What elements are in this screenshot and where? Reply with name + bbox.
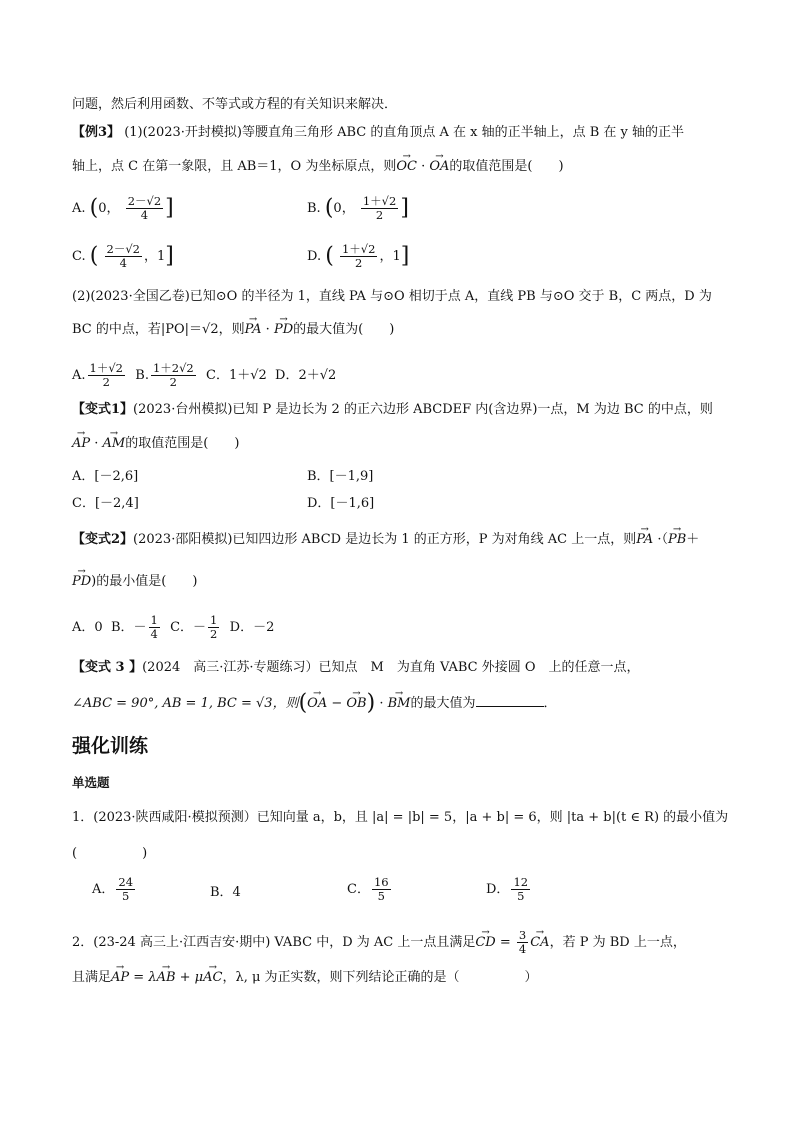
fraction-denominator: 2 [210,627,218,641]
ex3-line2 [72,158,564,176]
q1-option-d [486,876,532,903]
vector-ap: → AP [72,435,90,453]
var3-tag: 【变式 3 】 [72,660,143,675]
open-bracket: ( [325,243,334,269]
vector-ob: → OB [346,695,366,713]
minus-operator: − [327,696,347,711]
option-letter: A. [72,201,86,216]
option-letter: C. [72,249,86,264]
option-c: C．1＋√2 [206,368,267,383]
fraction-numerator: 2－√2 [106,242,140,256]
fraction-denominator: 4 [150,627,158,641]
vector-bm: → BM [388,695,411,713]
vector-pd: → PD [274,321,293,339]
fraction-numerator: 1 [150,613,158,627]
fraction [511,876,530,903]
close-paren: ) [366,690,376,716]
ex3-line1 [72,124,684,142]
ex3-option-c [72,243,174,270]
q2-line2 [72,969,538,987]
var1-option-c: C．[－2,4] [72,496,139,511]
ex3-p1-line1: (1)(2023·开封模拟)等腰直角三角形 ABC 的直角顶点 A 在 x 轴的正半轴上，点 B 在 y 轴的正半 [124,125,685,140]
q2-line2-end: ，λ, μ 为正实数，则下列结论正确的是（ ） [222,970,538,985]
fraction [361,195,398,222]
q2-text-end: ，若 P 为 BD 上一点， [549,935,686,950]
option-letter: B. [135,368,149,383]
vector-ap: → AP [111,969,129,987]
ex3-p1-line2-text: 轴上，点 C 在第一象限，且 AB＝1，O 为坐标原点，则 [72,159,397,174]
ex3-p1-line2-end: 的取值范围是( ) [449,159,564,174]
section-title: 强化训练 [72,735,149,757]
q1-line2: ( ) [72,846,148,861]
var2-tag: 【变式2】 [72,532,134,547]
var3-line1 [72,659,640,677]
vector-oa: → OA [307,695,327,713]
fraction [372,876,391,903]
equals-sign: = [495,935,515,950]
option-letter: D． [486,882,510,897]
close-bracket: ] [400,195,409,221]
vector-pd: → PD [72,573,91,591]
fraction-denominator: 2 [355,256,363,270]
var2-line2 [72,573,197,591]
dot-operator: · [416,159,430,174]
option-letter: B. [307,201,321,216]
option-letter: A． [92,882,115,897]
ex3-option-b [307,195,409,222]
option-a: A．0 [72,620,103,635]
fraction [105,243,142,270]
fraction-denominator: 2 [375,208,384,222]
option-c-label: C．－ [170,620,207,635]
vector-pb: → PB [668,531,686,549]
fraction-denominator: 4 [518,942,527,956]
vector-pa: → PA [245,321,262,339]
fraction [126,195,163,222]
option-b-label: B．－ [110,620,147,635]
vector-cd: → CD [475,934,495,952]
ex3-p2-line1: (2)(2023·全国乙卷)已知⊙O 的半径为 1，直线 PA 与⊙O 相切于点 A，直线 PB 与⊙O 交于 B，C 两点，D 为 [72,289,712,304]
option-letter: D. [307,249,322,264]
var1-option-a: A．[－2,6] [72,469,139,484]
section-subheading: 单选题 [72,775,110,790]
vector-am: → AM [103,435,126,453]
dot-operator: · [261,322,274,337]
var1-tag: 【变式1】 [72,402,134,417]
lambda-term: = λ [129,970,157,985]
var1-option-b: B．[－1,9] [307,469,374,484]
fraction [517,929,528,956]
fraction-numerator: 1＋√2 [89,361,123,375]
var1-line2 [72,435,239,453]
ex3-p2-line2-end: 的最大值为( ) [293,322,395,337]
var2-mid: ·（ [653,532,668,547]
option-value: 0， [98,201,120,216]
q1-line1: 1．(2023·陕西咸阳·模拟预测）已知向量 a，b，且 |a| = |b| = 5，|a + b| = 6，则 |ta + b|(t ∈ R) 的最小值为 [72,810,729,825]
fraction-numerator: 1＋√2 [341,242,376,256]
q2-line1 [72,929,686,956]
fraction-denominator: 4 [119,256,127,270]
open-paren: ( [298,690,308,716]
open-bracket: ( [324,195,334,221]
fraction [340,243,377,270]
open-bracket: ( [89,243,99,269]
var2-options [72,614,274,641]
var3-line2-end: 的最大值为 [410,696,476,711]
var3-line2 [72,690,557,716]
option-value: 0， [333,201,355,216]
fraction-denominator: 2 [102,375,110,389]
fraction [151,362,196,389]
fraction-numerator: 1＋2√2 [152,361,194,375]
vector-ac: → AC [203,969,222,987]
var2-line2-end: )的最小值是( ) [91,574,198,589]
close-bracket: ] [165,243,174,269]
fraction-denominator: 5 [377,889,385,903]
fraction-denominator: 2 [169,375,177,389]
fraction-numerator: 24 [118,875,134,889]
var3-condition: ∠ABC = 90°, AB = 1, BC = √3，则 [72,696,299,711]
q1-option-a [92,876,137,903]
q1-option-c [347,876,393,903]
fraction-numerator: 12 [513,875,529,889]
fraction-numerator: 1＋√2 [362,194,397,208]
var1-text: (2023·台州模拟)已知 P 是边长为 2 的正六边形 ABCDEF 内(含边界)一点，M 为边 BC 的中点，则 [133,402,713,417]
fraction [88,362,125,389]
period: ． [543,696,557,711]
var1-line2-end: 的取值范围是( ) [125,436,240,451]
var2-line1 [72,531,699,549]
ex3-option-d [307,243,409,270]
fraction-numerator: 1 [210,613,218,627]
q2-text: 2．(23-24 高三上·江西吉安·期中) VABC 中，D 为 AC 上一点且满足 [72,935,476,950]
vector-oc: → OC [396,158,417,176]
fraction-denominator: 5 [122,889,130,903]
answer-blank[interactable] [476,694,544,707]
q2-line2-text: 且满足 [72,970,112,985]
vector-pa: → PA [636,531,653,549]
intro-text: 问题，然后利用函数、不等式或方程的有关知识来解决． [72,97,398,112]
q1-option-b: B．4 [210,885,241,900]
fraction-denominator: 4 [140,208,149,222]
open-bracket: ( [89,195,99,221]
vector-ab: → AB [157,969,176,987]
plus-operator: ＋ [686,532,700,547]
var3-text: (2024 高三·江苏·专题练习）已知点 M 为直角 VABC 外接圆 O 上的任意一点， [142,660,640,675]
option-value: ，1 [143,249,166,264]
option-value: ，1 [379,249,401,264]
fraction-numerator: 16 [373,875,389,889]
fraction-denominator: 5 [517,889,525,903]
close-bracket: ] [165,195,174,221]
option-d: D．－2 [229,620,275,635]
close-bracket: ] [400,243,410,269]
var1-line1 [72,401,713,419]
ex3-p2-line2 [72,321,394,339]
var2-text: (2023·邵阳模拟)已知四边形 ABCD 是边长为 1 的正方形，P 为对角线 AC 上一点，则 [133,532,637,547]
option-letter: A. [72,368,86,383]
option-d: D．2＋√2 [275,368,337,383]
mu-term: + μ [175,970,204,985]
fraction-numerator: 3 [518,928,527,942]
ex3-option-a [72,195,174,222]
option-letter: C． [347,882,370,897]
vector-oa: → OA [429,158,449,176]
dot-operator: · [90,436,103,451]
ex3-tag: 【例3】 [72,125,121,140]
fraction [208,614,219,641]
fraction [116,876,135,903]
var1-option-d: D．[－1,6] [307,496,375,511]
ex3-p2-options [72,362,336,389]
ex3-p2-line2-text: BC 的中点，若|PO|＝√2，则 [72,322,245,337]
vector-ca: → CA [530,934,549,952]
fraction-numerator: 2－√2 [127,194,162,208]
fraction [149,614,160,641]
dot-operator: · [375,696,388,711]
